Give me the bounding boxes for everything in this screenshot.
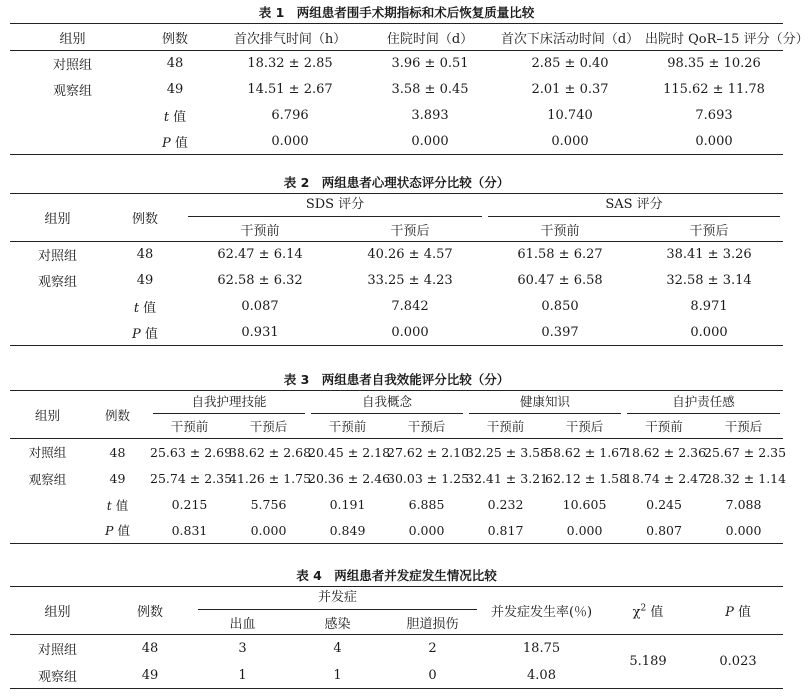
cell: 49: [109, 471, 126, 486]
cell: 27.62 ± 2.10: [387, 444, 470, 460]
subheader-before: 干预前: [486, 419, 525, 435]
subheader-bile-duct-injury: 胆道损伤: [406, 616, 459, 632]
cell: 0.000: [411, 133, 449, 149]
header-qor15: 出院时 QoR–15 评分（分）: [645, 31, 809, 47]
cell: 115.62 ± 11.78: [663, 82, 765, 97]
cell: 0.000: [551, 133, 589, 149]
header-sds: SDS 评分: [188, 194, 482, 217]
p-value-row: [10, 518, 783, 544]
cell: 5.756: [250, 497, 287, 512]
header-complication-rate: 并发症发生率(％): [480, 587, 603, 635]
table-row: [10, 466, 783, 492]
cell: 2.85 ± 0.40: [531, 56, 609, 72]
table-2: [10, 173, 783, 346]
header-count: 例数: [105, 587, 195, 635]
header-sas: SAS 评分: [488, 194, 780, 217]
cell: 38.62 ± 2.68: [229, 444, 312, 460]
cell: 对照组: [37, 643, 77, 659]
cell: 4: [333, 641, 342, 657]
subheader-bleeding: 出血: [229, 616, 256, 632]
table-row: [10, 51, 783, 77]
cell: 观察组: [52, 84, 92, 99]
cell: 49: [141, 667, 159, 683]
cell: 20.45 ± 2.18: [308, 444, 391, 460]
cell: 0.000: [725, 522, 762, 538]
table-1-grid: [10, 23, 809, 155]
header-group: 组别: [10, 391, 85, 439]
subheader-before: 干预前: [240, 223, 280, 239]
cell: 0.245: [646, 497, 682, 512]
cell: 40.26 ± 4.57: [367, 247, 453, 263]
t-label: t 值: [163, 110, 187, 125]
table-2-caption: 表 2 两组患者心理状态评分比较（分）: [283, 175, 510, 190]
table-4: [10, 566, 783, 689]
cell: 18.62 ± 2.36: [624, 444, 707, 460]
cell: 2: [428, 641, 437, 657]
table-2-header-row: [10, 194, 783, 218]
cell: 观察组: [37, 669, 77, 685]
cell: 0.000: [391, 324, 429, 340]
cell: 48: [166, 56, 184, 72]
subheader-after: 干预后: [724, 419, 763, 435]
cell: 1: [238, 667, 247, 683]
header-group: 组别: [10, 587, 105, 635]
p-label: P 值: [162, 135, 188, 151]
cell: 0.000: [250, 522, 287, 538]
cell: 6.885: [408, 497, 445, 512]
cell: 0.191: [329, 497, 366, 512]
p-value-row: [10, 320, 783, 346]
cell: 0.850: [541, 299, 579, 314]
table-1-header-row: [10, 24, 783, 51]
p-value: 0.023: [719, 654, 757, 669]
cell: 18.32 ± 2.85: [247, 56, 333, 72]
subheader-before: 干预前: [540, 223, 580, 239]
cell: 25.63 ± 2.69: [150, 444, 233, 460]
cell: 30.03 ± 1.25: [387, 471, 470, 486]
header-hospital-stay: 住院时间（d）: [386, 31, 474, 47]
table-4-header-row: [10, 587, 783, 611]
cell: 14.51 ± 2.67: [247, 82, 333, 97]
cell: 49: [136, 273, 154, 288]
subheader-after: 干预后: [390, 223, 430, 239]
table-row: [10, 439, 783, 466]
cell: 观察组: [28, 471, 67, 487]
cell: 对照组: [52, 58, 92, 74]
cell: 18.75: [522, 641, 561, 657]
cell: 98.35 ± 10.26: [667, 56, 761, 72]
cell: 32.58 ± 3.14: [666, 273, 752, 288]
table-3: [10, 370, 787, 544]
cell: 6.796: [271, 108, 309, 123]
subheader-before: 干预前: [645, 419, 683, 435]
t-label: t 值: [133, 301, 157, 316]
table-row: [10, 242, 783, 268]
header-self-care-responsibility: 自护责任感: [627, 391, 780, 414]
p-value-row: [10, 129, 783, 155]
subheader-after: 干预后: [689, 223, 729, 239]
header-health-knowledge: 健康知识: [469, 391, 621, 414]
header-self-care-skill: 自我护理技能: [153, 391, 305, 414]
cell: 2.01 ± 0.37: [531, 82, 609, 97]
header-self-concept: 自我概念: [311, 391, 463, 414]
table-2-grid: [10, 193, 783, 346]
cell: 10.605: [562, 497, 607, 512]
cell: 0.817: [487, 522, 524, 538]
cell: 0.087: [241, 299, 279, 314]
cell: 18.74 ± 2.47: [624, 471, 707, 486]
table-1: [10, 3, 809, 155]
header-group: 组别: [59, 31, 86, 47]
header-ambulation-time: 首次下床活动时间（d）: [500, 31, 640, 47]
subheader-before: 干预前: [170, 419, 209, 435]
t-label: t 值: [106, 497, 129, 513]
cell: 0.000: [271, 133, 309, 149]
table-3-caption: 表 3 两组患者自我效能评分比较（分）: [283, 372, 510, 387]
cell: 7.088: [725, 497, 762, 512]
subheader-infection: 感染: [324, 616, 351, 632]
cell: 3.893: [411, 108, 449, 123]
cell: 20.36 ± 2.46: [308, 471, 391, 486]
cell: 0.807: [646, 522, 682, 538]
subheader-after: 干预后: [249, 419, 288, 435]
table-1-caption: 表 1 两组患者围手术期指标和术后恢复质量比较: [258, 5, 535, 20]
cell: 25.74 ± 2.35: [150, 471, 233, 486]
header-count: 例数: [161, 31, 188, 47]
cell: 48: [141, 641, 159, 657]
cell: 0.397: [541, 324, 579, 340]
table-4-grid: [10, 586, 783, 689]
cell: 38.41 ± 3.26: [666, 247, 752, 263]
header-exhaust-time: 首次排气时间（h）: [233, 31, 347, 47]
cell: 0.000: [695, 133, 733, 149]
cell: 25.67 ± 2.35: [704, 444, 787, 460]
cell: 48: [136, 247, 154, 263]
table-row: [10, 77, 783, 103]
cell: 32.25 ± 3.58: [466, 444, 549, 460]
cell: 7.693: [695, 108, 733, 123]
subheader-after: 干预后: [407, 419, 446, 435]
cell: 48: [109, 444, 126, 460]
cell: 28.32 ± 1.14: [704, 471, 787, 486]
cell: 61.58 ± 6.27: [517, 247, 603, 263]
cell: 0.000: [690, 324, 728, 340]
table-row: [10, 268, 783, 294]
cell: 58.62 ± 1.67: [545, 444, 628, 460]
header-group: 组别: [10, 194, 105, 242]
table-3-grid: [10, 390, 787, 544]
cell: 观察组: [37, 275, 77, 290]
cell: 41.26 ± 1.75: [229, 471, 312, 486]
chi-square-value: 5.189: [629, 654, 667, 669]
cell: 3: [238, 641, 247, 657]
cell: 10.740: [547, 108, 593, 123]
cell: 对照组: [28, 445, 67, 461]
subheader-before: 干预前: [328, 419, 367, 435]
header-chi-square: $\chi^2$ 值: [603, 587, 693, 635]
p-label: P 值: [132, 326, 158, 342]
cell: 60.47 ± 6.58: [517, 273, 603, 288]
cell: 0.215: [171, 497, 208, 512]
cell: 0.831: [171, 522, 208, 538]
cell: 8.971: [690, 299, 728, 314]
cell: 1: [333, 667, 342, 683]
table-3-header-row: [10, 391, 783, 415]
cell: 33.25 ± 4.23: [367, 273, 453, 288]
table-row: [10, 635, 783, 663]
cell: 对照组: [37, 249, 77, 265]
cell: 3.96 ± 0.51: [391, 56, 469, 72]
cell: 0.000: [566, 522, 603, 538]
cell: 0.000: [408, 522, 445, 538]
cell: 0.232: [487, 497, 524, 512]
t-value-row: [10, 103, 783, 129]
subheader-after: 干预后: [565, 419, 604, 435]
cell: 62.47 ± 6.14: [217, 247, 303, 263]
cell: 7.842: [391, 299, 429, 314]
p-label: P 值: [105, 523, 130, 539]
header-count: 例数: [105, 194, 185, 242]
cell: 62.12 ± 1.58: [545, 471, 628, 486]
cell: 0.849: [329, 522, 366, 538]
t-value-row: [10, 294, 783, 320]
header-count: 例数: [85, 391, 150, 439]
cell: 0: [428, 667, 437, 683]
table-4-caption: 表 4 两组患者并发症发生情况比较: [296, 568, 497, 583]
t-value-row: [10, 492, 783, 518]
cell: 0.931: [241, 324, 279, 340]
header-complication: 并发症: [198, 587, 477, 610]
cell: 3.58 ± 0.45: [391, 82, 469, 97]
header-p-value: P 值: [693, 587, 783, 635]
cell: 4.08: [527, 667, 556, 683]
cell: 49: [166, 82, 184, 97]
cell: 32.41 ± 3.21: [466, 471, 549, 486]
cell: 62.58 ± 6.32: [217, 273, 303, 288]
